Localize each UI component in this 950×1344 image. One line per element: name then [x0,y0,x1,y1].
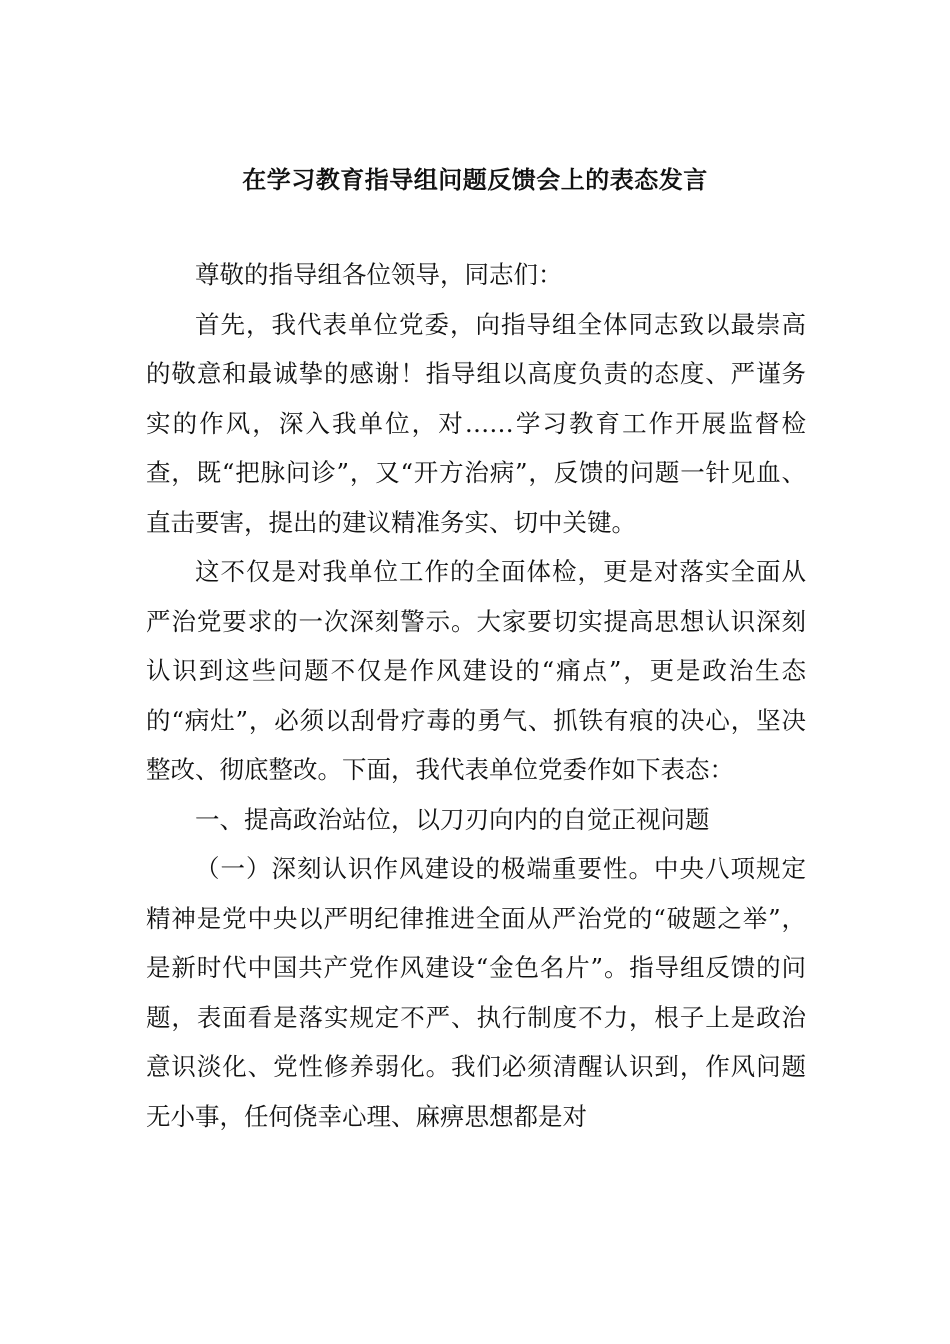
document-body [146,250,806,1141]
salutation-paragraph: 尊敬的指导组各位领导，同志们： [195,260,563,289]
body-paragraph: （一）深刻认识作风建设的极端重要性。中央八项规定精神是党中央以严明纪律推进全面从严治党的“破题之举”，是新时代中国共产党作风建设“金色名片”。指导组反馈的问题，表面看是落实规定不严、执行制度不力，根子上是政治意识淡化、党性修养弱化。我们必须清醒认识到，作风问题无小事，任何侥幸心理、麻痹思想都是对 [146,854,806,1131]
body-paragraph: 这不仅是对我单位工作的全面体检，更是对落实全面从严治党要求的一次深刻警示。大家要切实提高思想认识深刻认识到这些问题不仅是作风建设的“痛点”，更是政治生态的“病灶”，必须以刮骨疗毒的勇气、抓铁有痕的决心，坚决整改、彻底整改。下面，我代表单位党委作如下表态： [146,557,806,784]
document-title: 在学习教育指导组问题反馈会上的表态发言 [242,166,708,194]
body-paragraph: 首先，我代表单位党委，向指导组全体同志致以最崇高的敬意和最诚挚的感谢！指导组以高度负责的态度、严谨务实的作风，深入我单位，对……学习教育工作开展监督检查，既“把脉问诊”，又“开方治病”，反馈的问题一针见血、直击要害，提出的建议精准务实、切中关键。 [146,309,806,537]
section-heading: 一、提高政治站位，以刀刃向内的自觉正视问题 [195,804,710,834]
